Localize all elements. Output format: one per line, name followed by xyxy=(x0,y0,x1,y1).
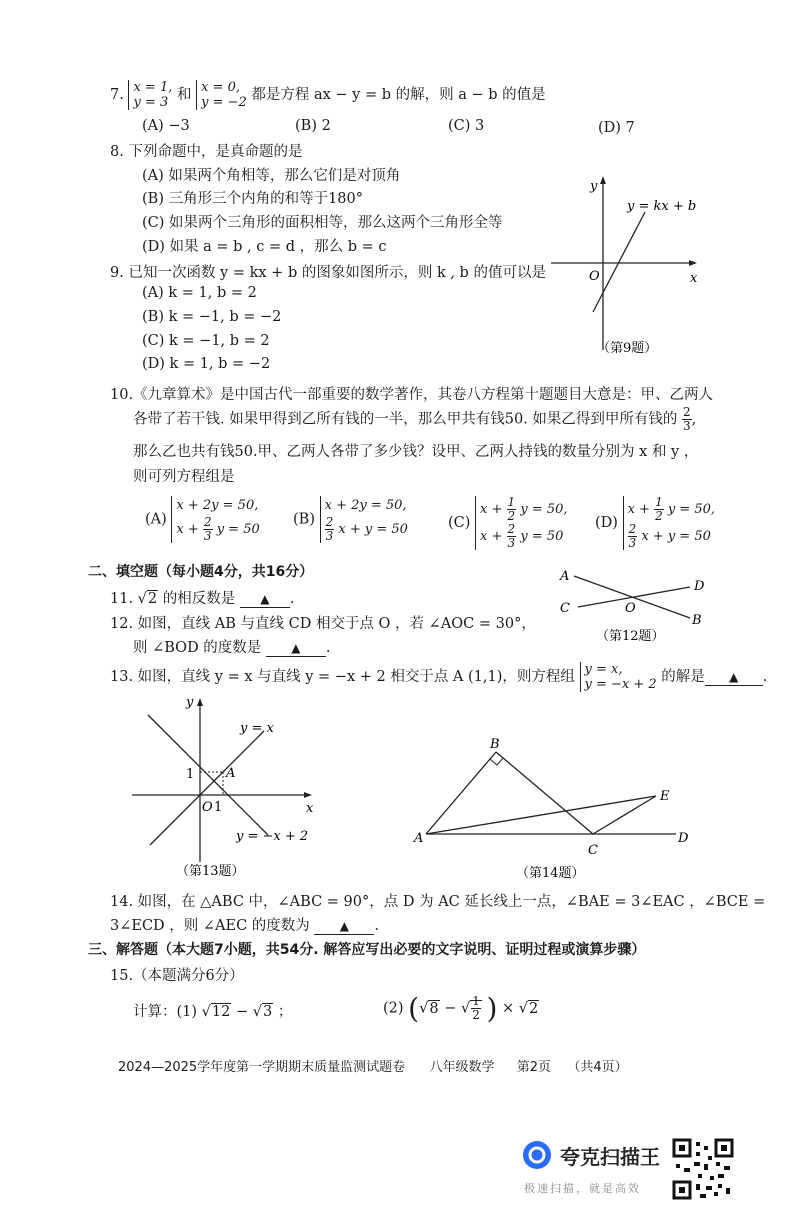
question-14-line-2: 3∠ECD ，则 ∠AEC 的度数为 ▲ . xyxy=(110,918,380,934)
q14-segment-bc xyxy=(496,752,593,834)
q7-option-c: (C) 3 xyxy=(448,118,485,134)
q14-segment-ae xyxy=(426,796,656,834)
scanner-brand: 夸克扫描王 xyxy=(560,1144,660,1169)
q9-line-label: y = kx + b xyxy=(627,199,697,214)
q7-option-d: (D) 7 xyxy=(598,120,635,136)
q9-figure xyxy=(545,170,705,360)
footer-subject: 八年级数学 xyxy=(429,1060,495,1075)
q9-y-label: y xyxy=(590,179,598,194)
q13-line2-label: y = −x + 2 xyxy=(236,829,309,844)
scanner-watermark xyxy=(522,1140,660,1170)
arrow-icon xyxy=(304,792,312,798)
q12-label-b: B xyxy=(692,613,702,628)
q14-figure xyxy=(408,732,698,882)
q14-label-d: D xyxy=(678,831,689,846)
q9-option-c: (C) k = −1, b = 2 xyxy=(142,333,270,349)
q12-caption: （第12题） xyxy=(596,629,665,644)
q9-option-d: (D) k = 1, b = −2 xyxy=(142,356,271,372)
q7-option-a: (A) −3 xyxy=(142,118,190,134)
arrow-icon xyxy=(689,260,697,266)
question-10-line-1: 10.《九章算术》是中国古代一部重要的数学著作，其卷八方程第十题题目大意是：甲、乙两人 xyxy=(110,387,714,403)
q13-origin-label: O xyxy=(202,800,213,815)
question-10-line-3: 那么乙也共有钱50.甲、乙两人各带了多少钱？设甲、乙两人持钱的数量分别为 x 和 y ， xyxy=(133,444,699,460)
footer-page: 第2页 xyxy=(516,1060,552,1075)
q14-label-c: C xyxy=(588,843,598,858)
q9-option-a: (A) k = 1, b = 2 xyxy=(142,285,257,301)
q10-option-b: (B) x + 2y = 50, $\frac{2}{3}$ x + y = 50 xyxy=(293,498,408,543)
section-2-title: 二、填空题（每小题4分，共16分） xyxy=(88,564,314,580)
q13-line-y-eq-x xyxy=(150,731,264,845)
q7-system-1: x = 1, y = 3 xyxy=(128,80,172,110)
fraction: $\frac{2}{3}$ xyxy=(683,405,691,433)
q9-line xyxy=(593,212,645,312)
footer xyxy=(118,1056,628,1075)
q12-figure xyxy=(552,566,712,646)
q14-label-a: A xyxy=(414,831,424,846)
right-angle-icon xyxy=(490,758,503,765)
question-8: 8. 下列命题中，是真命题的是 xyxy=(110,144,303,160)
footer-title: 2024—2025学年度第一学期期末质量监测试题卷 xyxy=(118,1060,406,1075)
arrow-icon xyxy=(600,176,606,184)
q14-segment-ab xyxy=(426,752,496,834)
q7-system-2: x = 0, y = −2 xyxy=(196,80,247,110)
q9-option-b: (B) k = −1, b = −2 xyxy=(142,309,282,325)
qr-code-icon xyxy=(672,1138,734,1200)
question-14-line-1: 14. 如图，在 △ABC 中，∠ABC = 90°，点 D 为 AC 延长线上一点，∠BAE = 3∠EAC ，∠BCE = xyxy=(110,894,766,910)
q9-x-label: x xyxy=(690,271,698,286)
q8-option-b: (B) 三角形三个内角的和等于180° xyxy=(142,191,364,207)
scanner-slogan: 极速扫描，就是高效 xyxy=(524,1182,641,1195)
section-3-title: 三、解答题（本大题7小题，共54分. 解答应写出必要的文字说明、证明过程或演算步骤） xyxy=(88,942,646,958)
q8-option-d: (D) 如果 a = b , c = d ，那么 b = c xyxy=(142,239,387,255)
arrow-icon xyxy=(197,698,203,706)
q10-option-c: (C) x + $\frac{1}{2}$ y = 50, x + $\frac{2}{3}$ y = 50 xyxy=(448,495,568,550)
q9-origin-label: O xyxy=(589,269,600,284)
q13-y-one: 1 xyxy=(186,767,195,782)
q12-label-d: D xyxy=(694,579,705,594)
footer-total: （共4页） xyxy=(567,1060,628,1075)
q14-caption: （第14题） xyxy=(516,866,585,881)
q10-option-a: (A) x + 2y = 50, x + $\frac{2}{3}$ y = 50 xyxy=(145,498,260,543)
question-15-heading: 15.（本题满分6分） xyxy=(110,968,244,984)
question-10-line-2: 各带了若干钱. 如果甲得到乙所有钱的一半，那么甲共有钱50. 如果乙得到甲所有钱的 $\frac{2}{3}$ , xyxy=(133,405,697,433)
q8-option-a: (A) 如果两个角相等，那么它们是对顶角 xyxy=(142,168,401,184)
q13-figure xyxy=(128,690,328,880)
scanner-logo-icon xyxy=(522,1140,552,1170)
q14-label-e: E xyxy=(660,789,670,804)
q7-option-b: (B) 2 xyxy=(295,118,331,134)
q10-option-d: (D) x + $\frac{1}{2}$ y = 50, $\frac{2}{3}$ x + y = 50 xyxy=(595,495,716,550)
question-12-line-1: 12. 如图，直线 AB 与直线 CD 相交于点 O ，若 ∠AOC = 30°， xyxy=(110,616,536,632)
question-12-line-2: 则 ∠BOD 的度数是 ▲ . xyxy=(133,640,331,656)
q8-option-c: (C) 如果两个三角形的面积相等，那么这两个三角形全等 xyxy=(142,215,503,231)
question-9: 9. 已知一次函数 y = kx + b 的图象如图所示，则 k , b 的值可以是 xyxy=(110,265,546,281)
question-10-line-4: 则可列方程组是 xyxy=(133,469,235,485)
q13-x-label: x xyxy=(306,801,314,816)
q12-label-a: A xyxy=(560,569,570,584)
q13-point-a: A xyxy=(226,766,236,781)
q13-y-label: y xyxy=(186,695,194,710)
question-7: 7. x = 1, y = 3 和 x = 0, y = −2 都是方程 ax − y = b 的解，则 a − b 的值是 xyxy=(110,80,546,110)
q13-caption: （第13题） xyxy=(176,864,245,879)
q15-part-2: (2) (√8 − √ $\frac{1}{2}$ ) × √2 xyxy=(383,992,539,1025)
q12-label-c: C xyxy=(560,601,570,616)
q12-label-o: O xyxy=(625,601,636,616)
q9-caption: （第9题） xyxy=(597,341,658,356)
q13-line1-label: y = x xyxy=(240,721,274,736)
q15-part-1: 计算：(1) √12 − √3 ； xyxy=(133,1004,293,1020)
question-13: 13. 如图，直线 y = x 与直线 y = −x + 2 相交于点 A (1,1)，则方程组 y = x, y = −x + 2 的解是 ▲ . xyxy=(110,662,768,692)
q14-label-b: B xyxy=(490,737,500,752)
q13-x-one: 1 xyxy=(214,800,223,815)
question-11: 11. √2 的相反数是 ▲ . xyxy=(110,591,295,607)
